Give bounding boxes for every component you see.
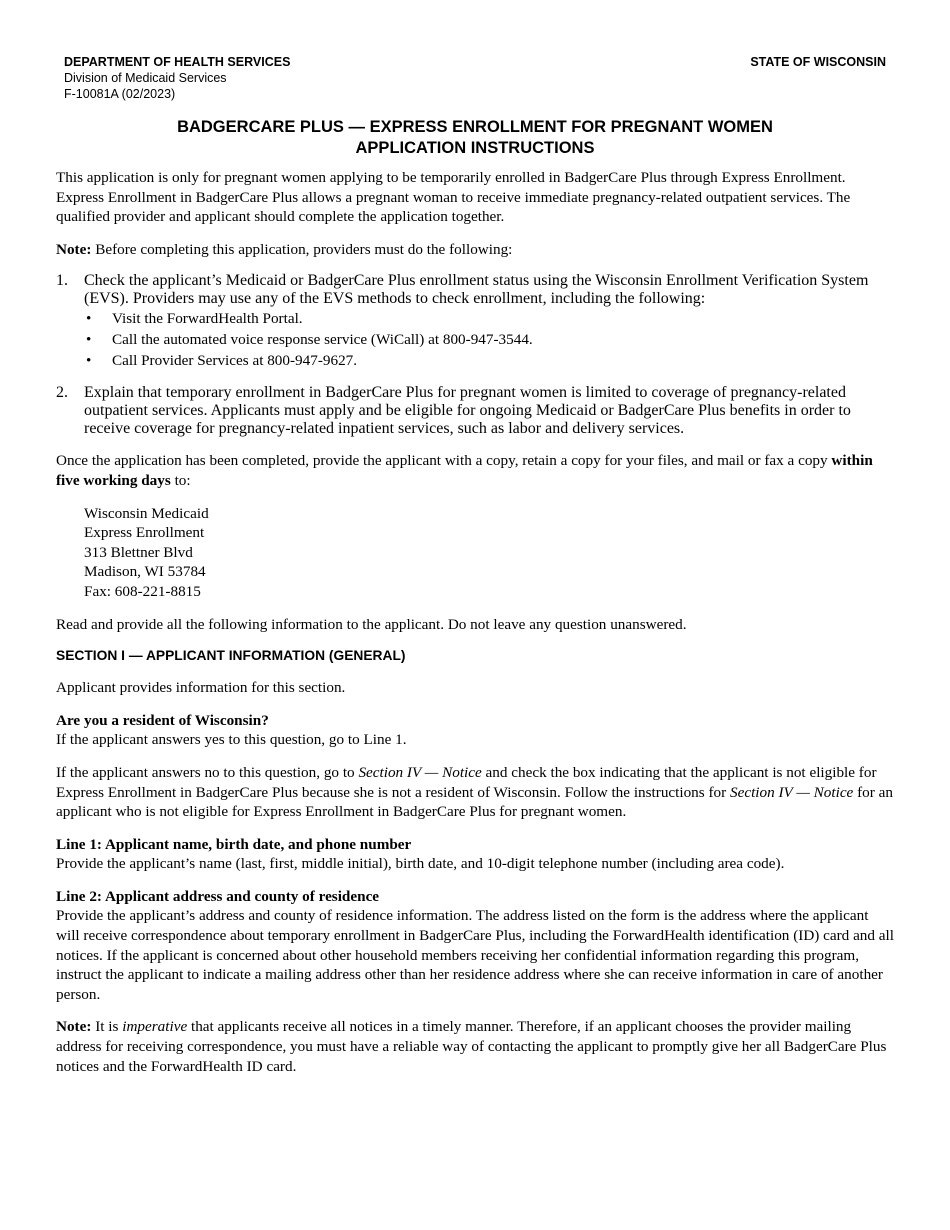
step-text: Check the applicant’s Medicaid or BadgerCare Plus enrollment status using the Wisconsin Enrollment Verification System (EVS). Providers may use any of the EVS methods to check enrollment, including the following:: [84, 272, 869, 308]
address-line: Wisconsin Medicaid: [84, 504, 209, 522]
section-1-intro: Applicant provides information for this section.: [56, 679, 346, 697]
line-1-block: [56, 835, 894, 874]
mailing-address: [56, 504, 894, 602]
step-1: [56, 272, 894, 308]
document-title: [56, 117, 894, 159]
line-2-block: [56, 887, 894, 1005]
resident-question-block: [56, 711, 894, 750]
step-number: 1.: [56, 272, 68, 290]
line-1-text: Provide the applicant’s name (last, first, middle initial), birth date, and 10-digit telephone number (including area code).: [56, 855, 785, 873]
bullet-glyph: •: [86, 352, 92, 370]
evs-method-list: [56, 308, 894, 371]
intro-paragraph: This application is only for pregnant women applying to be temporarily enrolled in BadgerCare Plus through Express Enrollment. Express Enrollment in BadgerCare Plus allows a pregnant woman to receive immediate pregnancy-related outpatient services. The qualified provider and applicant should complete the application together.: [56, 169, 851, 226]
bullet-glyph: •: [86, 310, 92, 328]
line-1-heading: Line 1: Applicant name, birth date, and phone number: [56, 835, 412, 853]
resident-question: Are you a resident of Wisconsin?: [56, 711, 269, 729]
emphasis: imperative: [122, 1018, 188, 1036]
form-id: F-10081A (02/2023): [64, 87, 176, 101]
step-text: Explain that temporary enrollment in BadgerCare Plus for pregnant women is limited to coverage of pregnancy-related outpatient services. Applicants must apply and be eligible for ongoing Medicaid or BadgerCare Plus benefits in order to receive coverage for pregnancy-related inpatient services, such as labor and delivery services.: [84, 384, 851, 438]
step-2: [56, 384, 894, 438]
note-text: Before completing this application, providers must do the following:: [91, 240, 513, 258]
step-number: 2.: [56, 384, 68, 402]
deadline-emphasis: within five working days: [56, 452, 873, 489]
title-line-2: APPLICATION INSTRUCTIONS: [355, 139, 595, 157]
address-line: Madison, WI 53784: [84, 563, 206, 581]
list-item: • Call the automated voice response service (WiCall) at 800-947-3544.: [86, 331, 533, 349]
title-line-1: BADGERCARE PLUS — EXPRESS ENROLLMENT FOR PREGNANT WOMEN: [177, 118, 773, 136]
bullet-glyph: •: [86, 331, 92, 349]
address-line: 313 Blettner Blvd: [84, 543, 193, 561]
completion-paragraph: Once the application has been completed, provide the applicant with a copy, retain a copy for your files, and mail or fax a copy within five working days to:: [56, 452, 873, 489]
section-reference: Section IV — Notice: [730, 783, 854, 801]
document-page: [56, 54, 894, 1076]
note-label: Note:: [56, 240, 92, 258]
section-1-heading: SECTION I — APPLICANT INFORMATION (GENERAL): [56, 648, 406, 664]
note-label: Note:: [56, 1018, 92, 1036]
division-name: Division of Medicaid Services: [64, 71, 227, 85]
note-paragraph: [56, 240, 894, 260]
document-header: [56, 54, 894, 106]
line-2-text: Provide the applicant’s address and county of residence information. The address listed on the form is the address where the applicant will receive correspondence about temporary enrollment in BadgerCare Plus, including the ForwardHealth identification (ID) card and all notices. If the applicant is concerned about other household members receiving her confidential information regarding this program, instruct the applicant to indicate a mailing address other than her residence address where she can receive information in care of another person.: [56, 907, 894, 1003]
resident-yes-text: If the applicant answers yes to this question, go to Line 1.: [56, 731, 407, 749]
state-name: STATE OF WISCONSIN: [750, 55, 886, 69]
line-2-heading: Line 2: Applicant address and county of residence: [56, 887, 380, 905]
list-item: • Call Provider Services at 800-947-9627.: [86, 352, 358, 370]
resident-no-paragraph: If the applicant answers no to this question, go to Section IV — Notice and check the box indicating that the applicant is not eligible for Express Enrollment in BadgerCare Plus because she is not a resident of Wisconsin. Follow the instructions for Section IV — Notice for an applicant who is not eligible for Express Enrollment in BadgerCare Plus for pregnant women.: [56, 763, 893, 821]
agency-block: [64, 54, 290, 102]
imperative-note-paragraph: Note: It is imperative that applicants receive all notices in a timely manner. Therefore, if an applicant chooses the provider mailing address for receiving correspondence, you must have a reliable way of contacting the applicant to promptly give her all BadgerCare Plus notices and the ForwardHealth ID card.: [56, 1018, 887, 1075]
list-item: • Visit the ForwardHealth Portal.: [86, 310, 303, 328]
address-line: Express Enrollment: [84, 524, 205, 542]
department-name: DEPARTMENT OF HEALTH SERVICES: [64, 55, 291, 69]
read-provide-paragraph: Read and provide all the following information to the applicant. Do not leave any question unanswered.: [56, 615, 687, 633]
section-reference: Section IV — Notice: [358, 763, 482, 781]
fax-number: Fax: 608-221-8815: [84, 582, 201, 600]
